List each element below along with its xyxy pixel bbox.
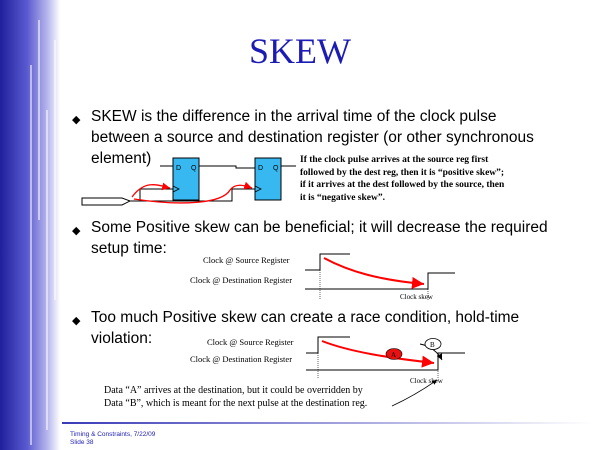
source-ff-q: Q [191, 165, 197, 172]
footer-line-1: Timing & Constraints, 7/22/09 [70, 431, 156, 438]
bullet-3-line-1: Too much Positive skew can create a race condition, hold-time [91, 309, 520, 326]
note-line-4: it is “negative skew”. [300, 192, 385, 203]
marker-a-label: A [391, 351, 397, 359]
race-arrow-a [322, 341, 434, 363]
footer-line-2: Slide 38 [70, 438, 94, 446]
note-line-1: If the clock pulse arrives at the source reg first [300, 155, 489, 165]
note-line-2: followed by the dest reg, then it is “positive skew”; [300, 167, 505, 178]
bullet-1-line-3: element) [91, 150, 152, 167]
dest-clock-waveform [305, 273, 455, 289]
timing2-source-label: Clock @ Source Register [207, 337, 294, 347]
slide-title: SKEW [249, 31, 351, 71]
timing-diagram-2 [306, 337, 465, 378]
bullet-marker: ◆ [72, 315, 81, 327]
bullet-2-line-1: Some Positive skew can be beneficial; it will decrease the required [91, 219, 548, 236]
caption-line-2: Data “B”, which is meant for the next pulse at the destination reg. [104, 398, 368, 409]
bullet-2-line-2: setup time: [91, 240, 167, 257]
skew-arrow [324, 258, 424, 284]
clock-path-arrow [132, 185, 170, 197]
bullet-marker: ◆ [72, 225, 81, 237]
bullet-marker: ◆ [72, 114, 81, 126]
caption-line-1: Data “A” arrives at the destination, but it could be overridden by [104, 385, 363, 396]
bullet-1-line-2: between a source and destination register (or other synchronous [91, 129, 534, 146]
source-clock-waveform [306, 337, 350, 353]
flip-flop-diagram [82, 158, 296, 205]
timing2-dest-label: Clock @ Destination Register [190, 354, 293, 364]
race-caption [104, 384, 434, 410]
source-ff-d: D [176, 165, 182, 172]
timing1-dest-label: Clock @ Destination Register [190, 275, 293, 285]
timing1-skew-label: Clock skew [400, 293, 433, 301]
dest-ff-q: Q [273, 165, 279, 172]
bullet-1-line-1: SKEW is the difference in the arrival time of the clock pulse [91, 108, 497, 125]
note-line-3: if it arrives at the dest followed by the source, then [300, 180, 505, 190]
bullet-3-line-2: violation: [91, 330, 153, 347]
dest-ff-d: D [258, 165, 264, 172]
timing2-skew-label: Clock skew [410, 377, 443, 385]
clock-buffer [82, 198, 130, 205]
timing1-source-label: Clock @ Source Register [203, 255, 290, 265]
data-wire [199, 166, 255, 168]
marker-b-label: B [430, 341, 435, 349]
slide-footer [70, 431, 155, 446]
